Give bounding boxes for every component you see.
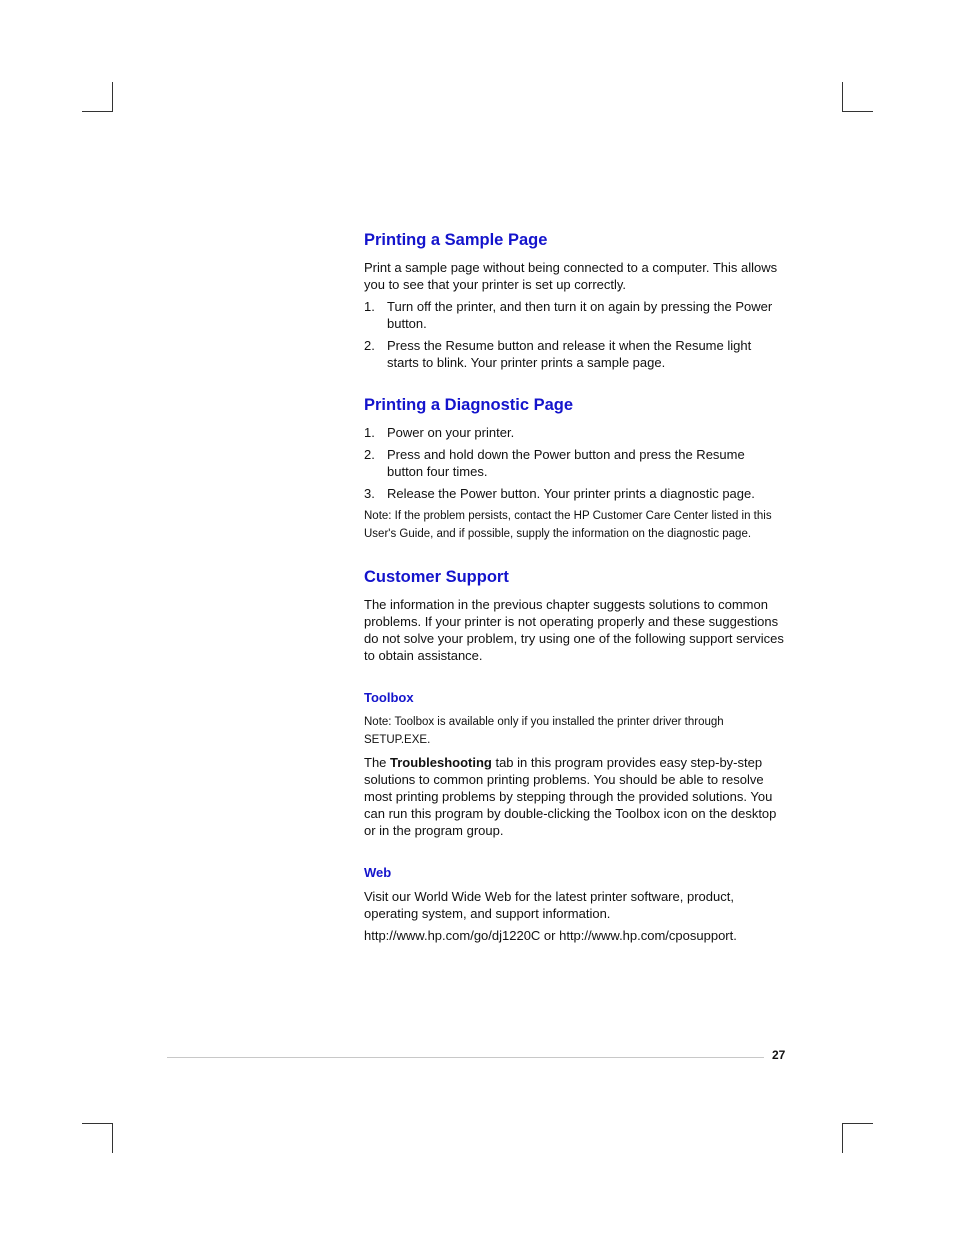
customer-support-intro: The information in the previous chapter suggests solutions to common problems. If your printer is not operating properly and these suggestions do not solve your problem, try using one of the following support services to obtain assistance. xyxy=(364,597,784,663)
crop-mark-top-right-horizontal xyxy=(843,111,873,112)
toolbox-body-pre: The xyxy=(364,755,391,770)
page-number: 27 xyxy=(772,1048,786,1062)
sample-page-intro: Print a sample page without being connected to a computer. This allows you to see that your printer is set up correctly. xyxy=(364,260,778,292)
crop-mark-bottom-left-horizontal xyxy=(82,1123,112,1124)
sample-page-heading: Printing a Sample Page xyxy=(364,231,548,249)
web-links: http://www.hp.com/go/dj1220C or http://www.hp.com/cposupport. xyxy=(364,928,737,943)
web-heading: Web xyxy=(364,865,392,880)
footer-divider xyxy=(167,1057,764,1058)
step-number: 1. xyxy=(364,425,375,440)
toolbox-heading: Toolbox xyxy=(364,690,414,705)
crop-mark-bottom-right-horizontal xyxy=(843,1123,873,1124)
list-item xyxy=(364,424,784,441)
sample-page-steps xyxy=(364,298,784,371)
crop-mark-bottom-right-vertical xyxy=(842,1123,843,1153)
diagnostic-page-heading: Printing a Diagnostic Page xyxy=(364,396,574,414)
troubleshooting-tab-label: Troubleshooting xyxy=(390,755,492,770)
step-number: 1. xyxy=(364,299,375,314)
customer-support-heading: Customer Support xyxy=(364,568,509,586)
section-toolbox xyxy=(364,689,784,839)
section-web xyxy=(364,864,784,944)
toolbox-body xyxy=(364,754,784,839)
step-number: 3. xyxy=(364,486,375,501)
step-text: Release the Power button. Your printer prints a diagnostic page. xyxy=(387,486,755,501)
step-text: Turn off the printer, and then turn it on again by pressing the Power button. xyxy=(387,299,773,331)
step-text: Power on your printer. xyxy=(387,425,515,440)
crop-mark-top-left-vertical xyxy=(112,82,113,112)
list-item xyxy=(364,485,784,502)
list-item xyxy=(364,337,784,371)
section-diagnostic-page xyxy=(364,393,784,543)
list-item xyxy=(364,446,784,480)
list-item xyxy=(364,298,784,332)
crop-mark-top-right-vertical xyxy=(842,82,843,112)
toolbox-note: Note: Toolbox is available only if you installed the printer driver through SETUP.EXE. xyxy=(364,716,724,746)
crop-mark-top-left-horizontal xyxy=(82,111,112,112)
web-intro: Visit our World Wide Web for the latest printer software, product, operating system, and support information. xyxy=(364,889,734,921)
step-number: 2. xyxy=(364,447,375,462)
page-content xyxy=(364,228,784,949)
section-customer-support xyxy=(364,565,784,664)
toolbox-body-post: tab in this program provides easy step-by-step solutions to common printing problems. You should be able to resolve most printing problems by stepping through the provided solutions. You can run this program by double-clicking the Toolbox icon on the desktop or in the program group. xyxy=(364,755,777,838)
diagnostic-note: Note: If the problem persists, contact the HP Customer Care Center listed in this User's Guide, and if possible, supply the information on the diagnostic page. xyxy=(364,510,772,540)
step-text: Press and hold down the Power button and press the Resume button four times. xyxy=(387,447,745,479)
step-number: 2. xyxy=(364,338,375,353)
crop-mark-bottom-left-vertical xyxy=(112,1123,113,1153)
diagnostic-page-steps xyxy=(364,424,784,502)
section-sample-page xyxy=(364,228,784,371)
step-text: Press the Resume button and release it when the Resume light starts to blink. Your printer prints a sample page. xyxy=(387,338,752,370)
